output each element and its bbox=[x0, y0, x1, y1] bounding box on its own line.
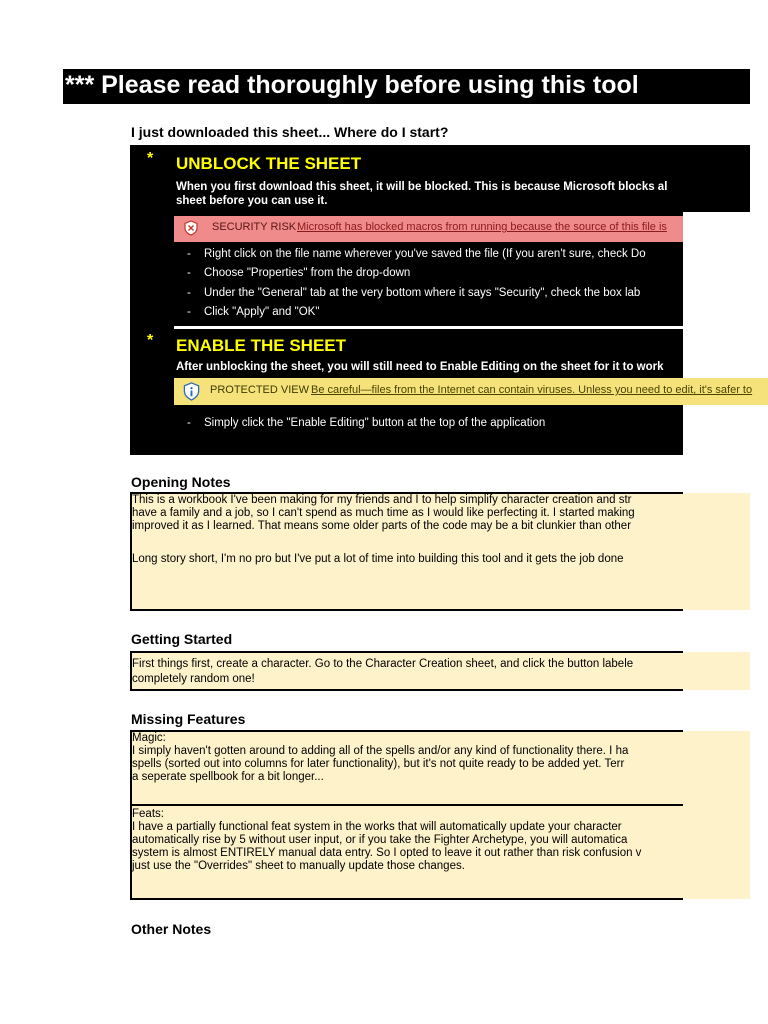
step-text: Choose "Properties" from the drop-down bbox=[204, 267, 411, 279]
protected-view-message[interactable]: Be careful—files from the Internet can contain viruses. Unless you need to edit, it's safer to bbox=[311, 384, 753, 396]
unblock-star: * bbox=[147, 150, 154, 167]
magic-notes-box bbox=[130, 730, 683, 806]
title-banner bbox=[63, 69, 750, 104]
step-dash: - bbox=[187, 287, 191, 299]
protected-view-bar bbox=[174, 378, 768, 405]
step-text: Under the "General" tab at the very bottom where it says "Security", check the box lab bbox=[204, 287, 641, 299]
magic-line-2: spells (sorted out into columns for later functionality), but it's not quite ready to be added yet. Terr bbox=[132, 758, 625, 770]
getting-started-box bbox=[130, 651, 683, 691]
opening-notes-heading: Opening Notes bbox=[131, 474, 231, 490]
unblock-step-2 bbox=[187, 264, 683, 284]
step-dash: - bbox=[187, 248, 191, 260]
unblock-step-1 bbox=[187, 245, 683, 265]
unblock-line-1: When you first download this sheet, it will be blocked. This is because Microsoft blocks al bbox=[176, 181, 668, 193]
protected-view-label: PROTECTED VIEW bbox=[210, 384, 310, 396]
step-dash: - bbox=[187, 306, 191, 318]
enable-line-1: After unblocking the sheet, you will still need to Enable Editing on the sheet for it to work bbox=[176, 361, 664, 373]
unblock-title: UNBLOCK THE SHEET bbox=[176, 154, 362, 173]
step-text: Simply click the "Enable Editing" button at the top of the application bbox=[204, 417, 546, 429]
step-dash: - bbox=[187, 417, 191, 429]
unblock-step-3 bbox=[187, 284, 683, 304]
opening-line-1: This is a workbook I've been making for my friends and I to help simplify character creation and str bbox=[132, 494, 632, 506]
section-divider bbox=[174, 326, 683, 329]
getting-started-heading: Getting Started bbox=[131, 631, 233, 647]
missing-features-overflow bbox=[683, 731, 750, 899]
opening-line-3: improved it as I learned. That means some older parts of the code may be a bit clunkier than other bbox=[132, 520, 632, 532]
enable-star: * bbox=[147, 332, 154, 349]
feats-line-3: system is almost ENTIRELY manual data entry. So I opted to leave it out rather than risk confusion v bbox=[132, 847, 642, 859]
other-notes-heading: Other Notes bbox=[131, 921, 212, 937]
step-text: Right click on the file name wherever you've saved the file (If you aren't sure, check Do bbox=[204, 248, 646, 260]
opening-line-4: Long story short, I'm no pro but I've put a lot of time into building this tool and it gets the job done bbox=[132, 553, 624, 565]
unblock-step-4 bbox=[187, 303, 683, 323]
step-text: Click "Apply" and "OK" bbox=[204, 306, 320, 318]
getting-started-line-1: First things first, create a character. Go to the Character Creation sheet, and click the button labele bbox=[132, 658, 634, 670]
getting-started-overflow bbox=[683, 652, 750, 690]
start-heading: I just downloaded this sheet... Where do I start? bbox=[131, 124, 449, 140]
unblock-panel-extension bbox=[683, 145, 750, 212]
magic-line-3: a seperate spellbook for a bit longer... bbox=[132, 771, 324, 783]
unblock-line-2: sheet before you can use it. bbox=[176, 195, 328, 207]
shield-x-icon bbox=[183, 220, 199, 236]
banner-text: *** Please read thoroughly before using this tool bbox=[65, 71, 639, 99]
opening-notes-box bbox=[130, 492, 683, 611]
feats-line-2: automatically rise by 5 without user input, or if you take the Fighter Archetype, you will automatica bbox=[132, 834, 628, 846]
enable-step-1 bbox=[187, 414, 683, 434]
feats-line-4: just use the "Overrides" sheet to manually update those changes. bbox=[132, 860, 465, 872]
opening-line-2: have a family and a job, so I can't spend as much time as I would like perfecting it. I started making bbox=[132, 507, 635, 519]
feats-notes-box bbox=[130, 804, 683, 900]
security-risk-label: SECURITY RISK bbox=[212, 221, 297, 233]
enable-title: ENABLE THE SHEET bbox=[176, 336, 347, 355]
magic-line-1: I simply haven't gotten around to adding all of the spells and/or any kind of functionality there. I ha bbox=[132, 745, 629, 757]
security-risk-message[interactable]: Microsoft has blocked macros from running because the source of this file is bbox=[297, 221, 667, 233]
security-risk-bar bbox=[174, 216, 683, 242]
missing-features-heading: Missing Features bbox=[131, 711, 246, 727]
magic-label: Magic: bbox=[132, 732, 166, 744]
feats-label: Feats: bbox=[132, 808, 164, 820]
getting-started-line-2: completely random one! bbox=[132, 673, 255, 685]
opening-notes-overflow bbox=[683, 493, 750, 610]
info-shield-icon bbox=[182, 382, 201, 401]
feats-line-1: I have a partially functional feat system in the works that will automatically update your character bbox=[132, 821, 622, 833]
step-dash: - bbox=[187, 267, 191, 279]
